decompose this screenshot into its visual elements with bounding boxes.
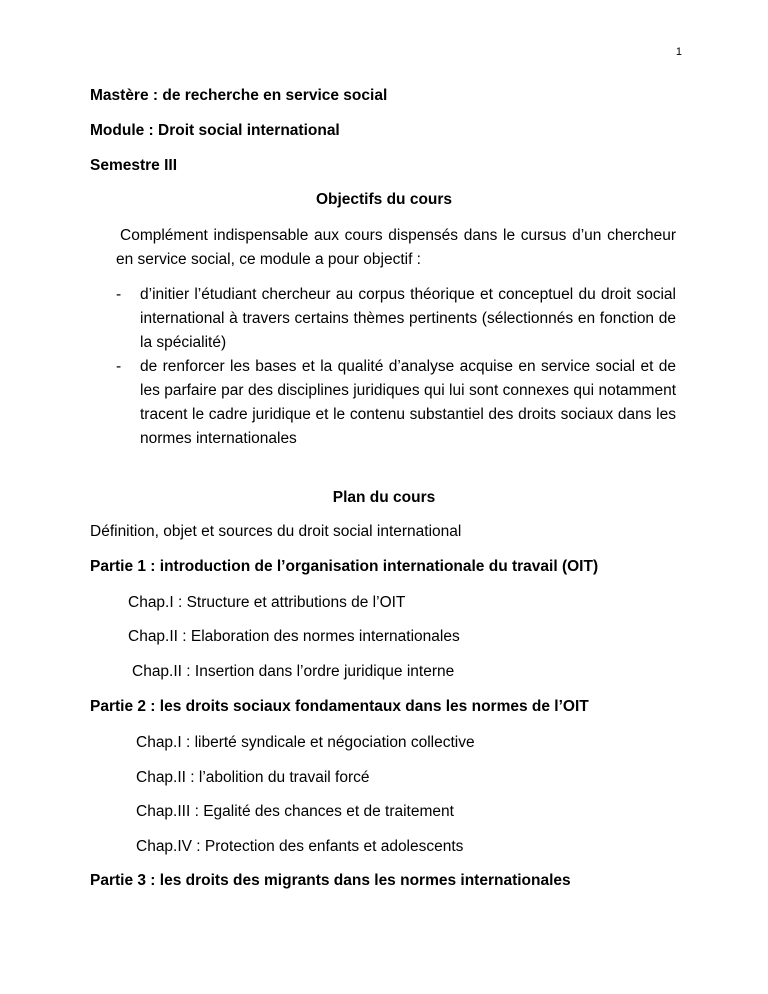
plan-title: Plan du cours [332,489,436,506]
objective-text: de renforcer les bases et la qualité d’analyse acquise en service social et de les parfaire par des disciplines juridiques qui lui sont connexes qui notamment tracent le cadre juridique et le contenu substantiel des droits sociaux dans les normes internationales [140,358,676,447]
part2-chapter: Chap.I : liberté syndicale et négociation collective [136,734,475,751]
part1-chapter: Chap.II : Elaboration des normes internationales [128,628,460,645]
part2-title: Partie 2 : les droits sociaux fondamentaux dans les normes de l’OIT [90,698,589,715]
objectives-intro: Complément indispensable aux cours dispensés dans le cursus d’un chercheur en service social, ce module a pour objectif : [116,227,676,268]
plan-definition: Définition, objet et sources du droit social international [90,523,462,540]
objective-item [116,355,676,451]
part1-chapter: Chap.I : Structure et attributions de l’OIT [128,594,406,611]
semester-heading: Semestre III [90,157,178,174]
part3-title: Partie 3 : les droits des migrants dans les normes internationales [90,872,571,889]
objectives-title: Objectifs du cours [315,191,453,208]
part2-chapter: Chap.II : l’abolition du travail forcé [136,769,370,786]
master-heading: Mastère : de recherche en service social [90,87,388,104]
part2-chapter: Chap.III : Egalité des chances et de traitement [136,803,454,820]
part1-chapter: Chap.II : Insertion dans l’ordre juridique interne [132,663,455,680]
part1-title: Partie 1 : introduction de l’organisation internationale du travail (OIT) [90,558,599,575]
objective-text: d’initier l’étudiant chercheur au corpus théorique et conceptuel du droit social international à travers certains thèmes pertinents (sélectionnés en fonction de la spécialité) [140,286,676,351]
objective-item [116,283,676,355]
part2-chapter: Chap.IV : Protection des enfants et adolescents [136,838,464,855]
bullet-dash: - [116,358,122,375]
bullet-dash: - [116,286,122,303]
page-number: 1 [675,46,682,58]
objectives-list [116,283,676,451]
module-heading: Module : Droit social international [90,122,340,139]
